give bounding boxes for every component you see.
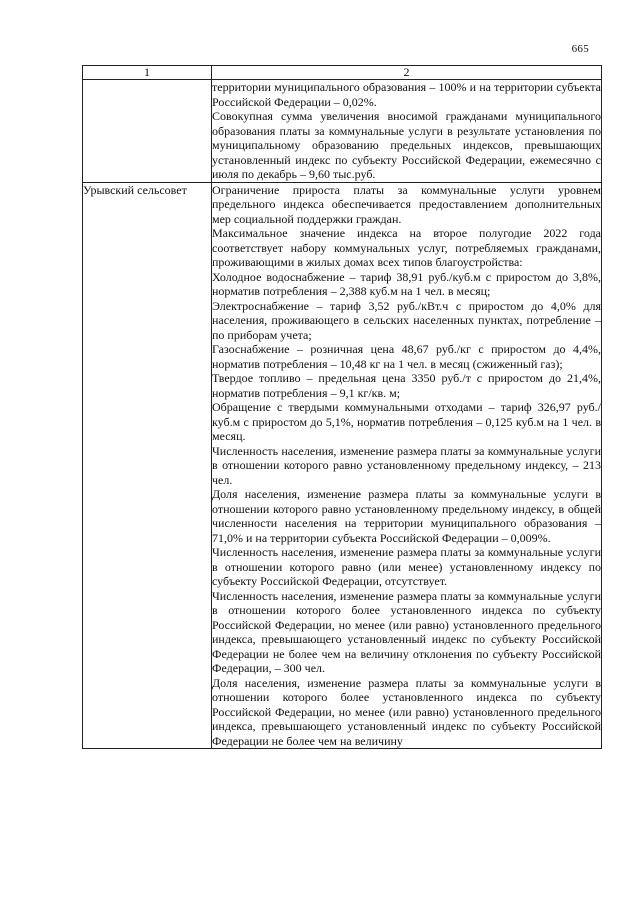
paragraph: Доля населения, изменение размера платы за коммунальные услуги в отношении которого равно установленному предельному индексу, в общей численности населения на территории муниципального образования – 71,0% и на территории субъекта Российской Федерации – 0,009%. <box>212 487 601 545</box>
table-row <box>83 80 602 183</box>
paragraph: Максимальное значение индекса на второе полугодие 2022 года соответствует набору коммунальных услуг, потребляемых гражданами, проживающими в жилых домах всех типов благоустройства: <box>212 226 601 269</box>
paragraph: Холодное водоснабжение – тариф 38,91 руб./куб.м с приростом до 3,8%, норматив потребления – 2,388 куб.м на 1 чел. в месяц; <box>212 269 601 298</box>
header-cell-2: 2 <box>212 66 602 80</box>
municipality-cell: Урывский сельсовет <box>83 182 212 749</box>
paragraph: Доля населения, изменение размера платы за коммунальные услуги в отношении которого более установленного индекса по субъекту Российской Федерации, но менее (или равно) установленного предельного индекса, превышающего установленный индекс по субъекту Российской Федерации не более чем на величину <box>212 675 601 748</box>
header-cell-1: 1 <box>83 66 212 80</box>
paragraph: территории муниципального образования – 100% и на территории субъекта Российской Федерации – 0,02%. <box>212 80 601 109</box>
paragraph: Газоснабжение – розничная цена 48,67 руб./кг с приростом до 4,4%, норматив потребления – 10,48 кг на 1 чел. в месяц (сжиженный газ); <box>212 342 601 371</box>
description-cell <box>212 182 602 749</box>
paragraph: Твердое топливо – предельная цена 3350 руб./т с приростом до 21,4%, норматив потребления – 9,1 кг/кв. м; <box>212 371 601 400</box>
paragraph: Электроснабжение – тариф 3,52 руб./кВт.ч с приростом до 4,0% для населения, проживающего в сельских населенных пунктах, потребление – по приборам учета; <box>212 298 601 342</box>
municipality-cell <box>83 80 212 183</box>
paragraph: Численность населения, изменение размера платы за коммунальные услуги в отношении которого более установленного индекса по субъекту Российской Федерации, но менее (или равно) установленного предельного индекса, превышающего установленный индекс по субъекту Российской Федерации не более чем на величину отклонения по субъекту Российской Федерации, – 300 чел. <box>212 588 601 675</box>
paragraph: Совокупная сумма увеличения вносимой гражданами муниципального образования платы за коммунальные услуги в результате установления по муниципальному образованию предельных индексов, превышающих установленный индекс по субъекту Российской Федерации, ежемесячно с июля по декабрь – 9,60 тыс.руб. <box>212 109 601 181</box>
paragraph: Численность населения, изменение размера платы за коммунальные услуги в отношении которого равно установленному предельному индексу, – 213 чел. <box>212 443 601 487</box>
document-table <box>82 65 602 749</box>
page-number: 665 <box>571 43 589 55</box>
table-header-row <box>83 66 602 80</box>
paragraph: Обращение с твердыми коммунальными отходами – тариф 326,97 руб./куб.м с приростом до 5,1%, норматив потребления – 0,125 куб.м на 1 чел. в месяц. <box>212 400 601 443</box>
description-cell <box>212 80 602 183</box>
table-row <box>83 182 602 749</box>
paragraph: Ограничение прироста платы за коммунальные услуги уровнем предельного индекса обеспечивается предоставлением дополнительных мер социальной поддержки граждан. <box>212 182 601 226</box>
paragraph: Численность населения, изменение размера платы за коммунальные услуги в отношении которого равно (или менее) установленному индексу по субъекту Российской Федерации, отсутствует. <box>212 545 601 588</box>
